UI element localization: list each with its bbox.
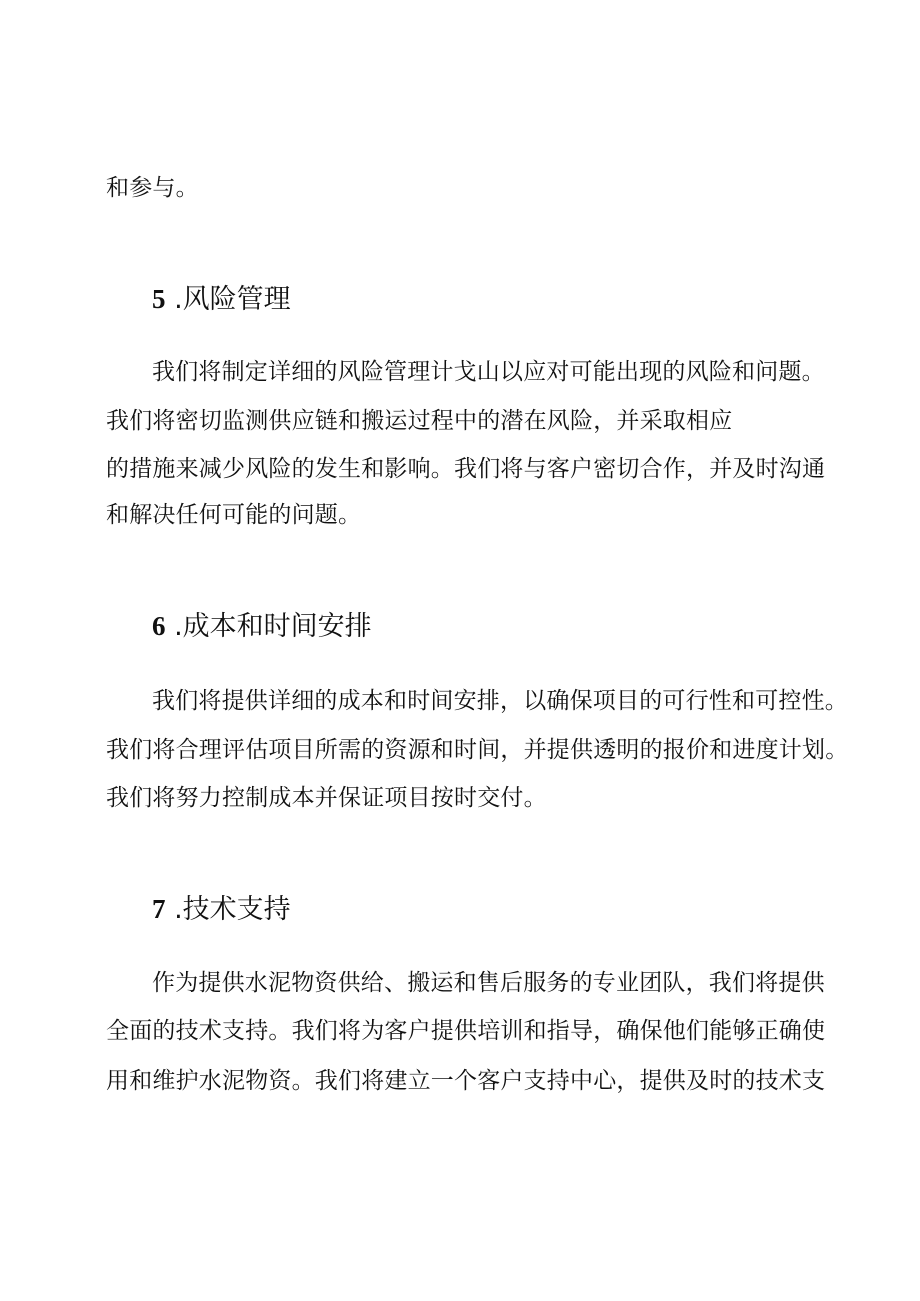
section-number: 5	[152, 284, 166, 314]
paragraph-line-carryover: 和参与。	[106, 175, 199, 201]
section-heading-6	[152, 610, 372, 643]
section-title: .风险管理	[174, 284, 291, 315]
paragraph-line: 我们将提供详细的成本和时间安排，以确保项目的可行性和可控性。	[152, 688, 848, 714]
paragraph-line: 我们将密切监测供应链和搬运过程中的潜在风险，并采取相应	[106, 408, 733, 434]
section-number: 7	[152, 894, 166, 924]
paragraph-line: 我们将合理评估项目所需的资源和时间，并提供透明的报价和进度计划。	[106, 737, 849, 763]
section-heading-5	[152, 283, 291, 316]
section-title: .成本和时间安排	[174, 611, 372, 642]
paragraph-line: 我们将努力控制成本并保证项目按时交付。	[106, 785, 547, 811]
paragraph-line: 的措施来减少风险的发生和影响。我们将与客户密切合作，并及时沟通	[106, 456, 826, 482]
paragraph-line: 和解决任何可能的问题。	[106, 502, 362, 528]
section-heading-7	[152, 893, 291, 926]
section-title: .技术支持	[174, 894, 291, 925]
paragraph-line: 用和维护水泥物资。我们将建立一个客户支持中心，提供及时的技术支	[106, 1068, 826, 1094]
paragraph-line: 作为提供水泥物资供给、搬运和售后服务的专业团队，我们将提供	[152, 970, 825, 996]
paragraph-line: 我们将制定详细的风险管理计戈山以应对可能出现的风险和问题。	[152, 359, 825, 385]
section-number: 6	[152, 611, 166, 641]
paragraph-line: 全面的技术支持。我们将为客户提供培训和指导，确保他们能够正确使	[106, 1018, 826, 1044]
